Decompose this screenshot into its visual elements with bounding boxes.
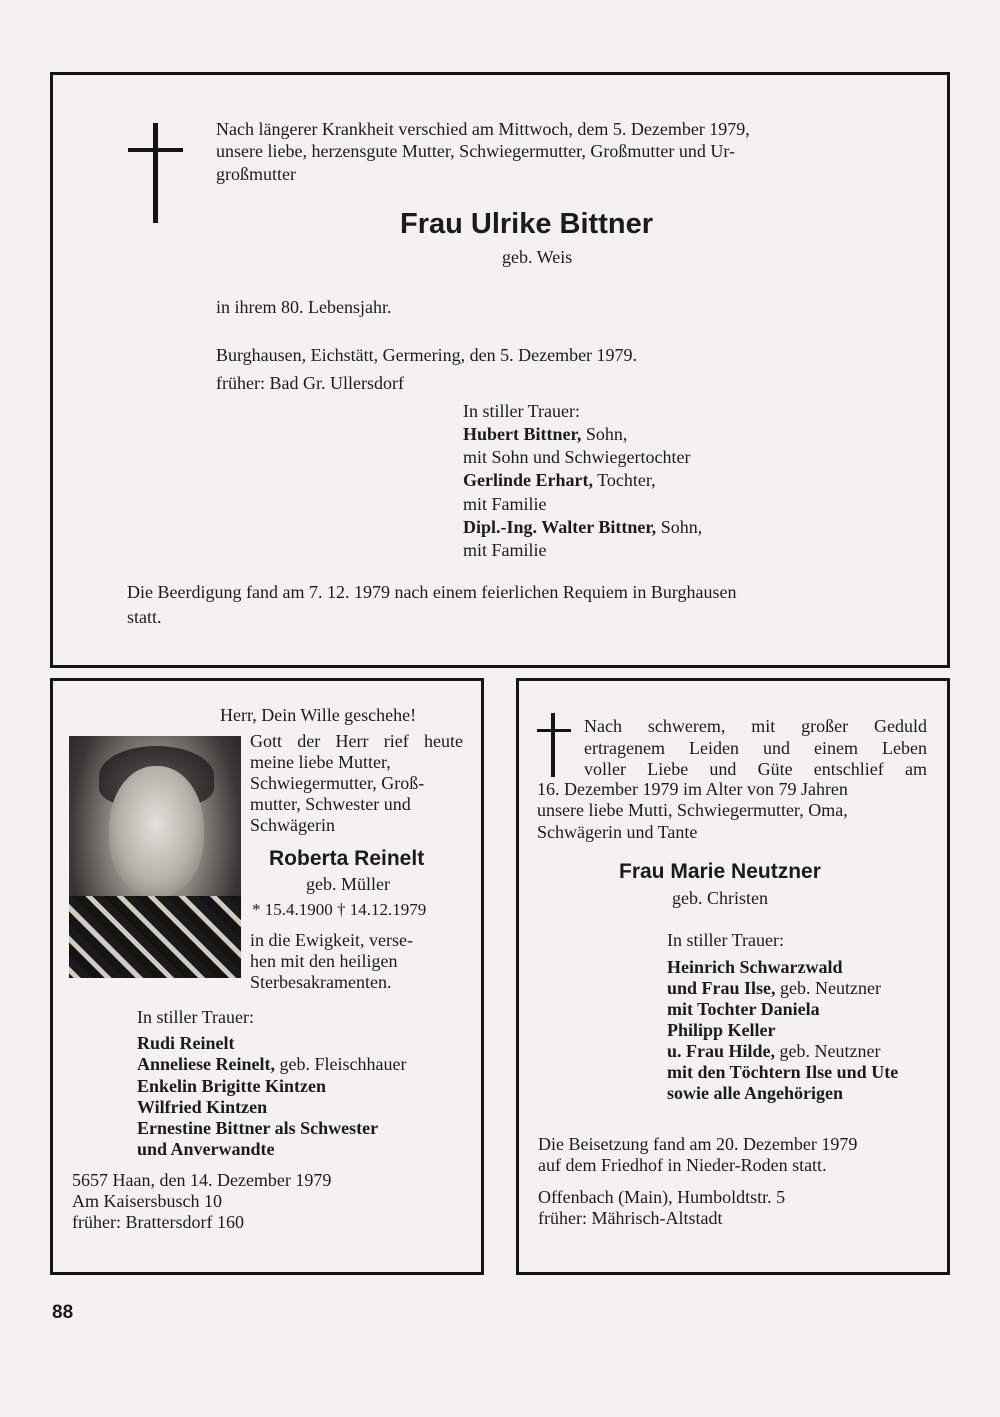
quote: Herr, Dein Wille geschehe!	[220, 705, 417, 725]
text-line: meine liebe Mutter,	[250, 752, 391, 772]
age-line: in ihrem 80. Lebensjahr.	[216, 297, 392, 317]
mourner-line: sowie alle Angehörigen	[667, 1083, 843, 1103]
mourner-line: u. Frau Hilde, geb. Neutzner	[667, 1041, 881, 1061]
deceased-name: Roberta Reinelt	[269, 847, 425, 870]
text-line: in die Ewigkeit, verse-	[250, 930, 413, 950]
address-line: Offenbach (Main), Humboldtstr. 5	[538, 1187, 786, 1207]
mourner-line: mit Familie	[463, 494, 547, 514]
former-residence: früher: Bad Gr. Ullersdorf	[216, 373, 404, 393]
intro-line: unsere liebe, herzensgute Mutter, Schwiegermutter, Großmutter und Ur-	[216, 141, 736, 161]
text-line: Schwiegermutter, Groß-	[250, 773, 425, 793]
mourning-label: In stiller Trauer:	[137, 1007, 254, 1027]
text-line: Schwägerin und Tante	[537, 822, 698, 842]
life-dates: * 15.4.1900 † 14.12.1979	[252, 900, 427, 919]
mourner-line: Gerlinde Erhart, Tochter,	[463, 470, 656, 490]
funeral-note: auf dem Friedhof in Nieder-Roden statt.	[538, 1155, 827, 1175]
address-line: früher: Brattersdorf 160	[72, 1212, 244, 1232]
mourning-label: In stiller Trauer:	[667, 930, 784, 950]
text-line: mutter, Schwester und	[250, 794, 411, 814]
mourner-line: und Anverwandte	[137, 1139, 275, 1159]
deceased-name: Frau Marie Neutzner	[619, 860, 821, 883]
text-line: Schwägerin	[250, 815, 335, 835]
intro-line: großmutter	[216, 164, 296, 184]
mourner-line: mit den Töchtern Ilse und Ute	[667, 1062, 899, 1082]
text-line: Sterbesakramenten.	[250, 972, 392, 992]
mourner-line: Anneliese Reinelt, geb. Fleischhauer	[137, 1054, 407, 1074]
funeral-note: Die Beerdigung fand am 7. 12. 1979 nach einem feierlichen Requiem in Burghausen	[127, 582, 737, 602]
text-line: voller Liebe und Güte entschlief am	[584, 759, 927, 779]
birth-name: geb. Müller	[306, 874, 390, 894]
funeral-note: statt.	[127, 607, 162, 627]
address-line: früher: Mährisch-Altstadt	[538, 1208, 723, 1228]
text-line: 16. Dezember 1979 im Alter von 79 Jahren	[537, 779, 848, 799]
portrait-photo	[69, 736, 241, 978]
page-number: 88	[52, 1302, 74, 1323]
mourner-line: Heinrich Schwarzwald	[667, 957, 843, 977]
text-line: hen mit den heiligen	[250, 951, 398, 971]
place-date: Burghausen, Eichstätt, Germering, den 5. Dezember 1979.	[216, 345, 638, 365]
mourner-line: Philipp Keller	[667, 1020, 776, 1040]
mourner-line: Wilfried Kintzen	[137, 1097, 268, 1117]
mourner-line: mit Sohn und Schwiegertochter	[463, 447, 691, 467]
deceased-name: Frau Ulrike Bittner	[400, 208, 653, 240]
intro-line: Nach längerer Krankheit verschied am Mittwoch, dem 5. Dezember 1979,	[216, 119, 750, 139]
mourner-line: und Frau Ilse, geb. Neutzner	[667, 978, 881, 998]
text-line: Gott der Herr rief heute	[250, 731, 463, 751]
text-line: Nach schwerem, mit großer Geduld	[584, 716, 927, 736]
mourner-line: mit Familie	[463, 540, 547, 560]
address-line: 5657 Haan, den 14. Dezember 1979	[72, 1170, 332, 1190]
text-line: ertragenem Leiden und einem Leben	[584, 738, 927, 758]
mourner-line: Rudi Reinelt	[137, 1033, 235, 1053]
mourner-line: Ernestine Bittner als Schwester	[137, 1118, 379, 1138]
mourning-label: In stiller Trauer:	[463, 401, 580, 421]
mourner-line: Dipl.-Ing. Walter Bittner, Sohn,	[463, 517, 703, 537]
text-line: unsere liebe Mutti, Schwiegermutter, Oma,	[537, 800, 848, 820]
funeral-note: Die Beisetzung fand am 20. Dezember 1979	[538, 1134, 858, 1154]
mourner-line: Enkelin Brigitte Kintzen	[137, 1076, 326, 1096]
mourner-line: Hubert Bittner, Sohn,	[463, 424, 628, 444]
address-line: Am Kaisersbusch 10	[72, 1191, 222, 1211]
birth-name: geb. Weis	[502, 247, 573, 267]
birth-name: geb. Christen	[672, 888, 768, 908]
mourner-line: mit Tochter Daniela	[667, 999, 820, 1019]
